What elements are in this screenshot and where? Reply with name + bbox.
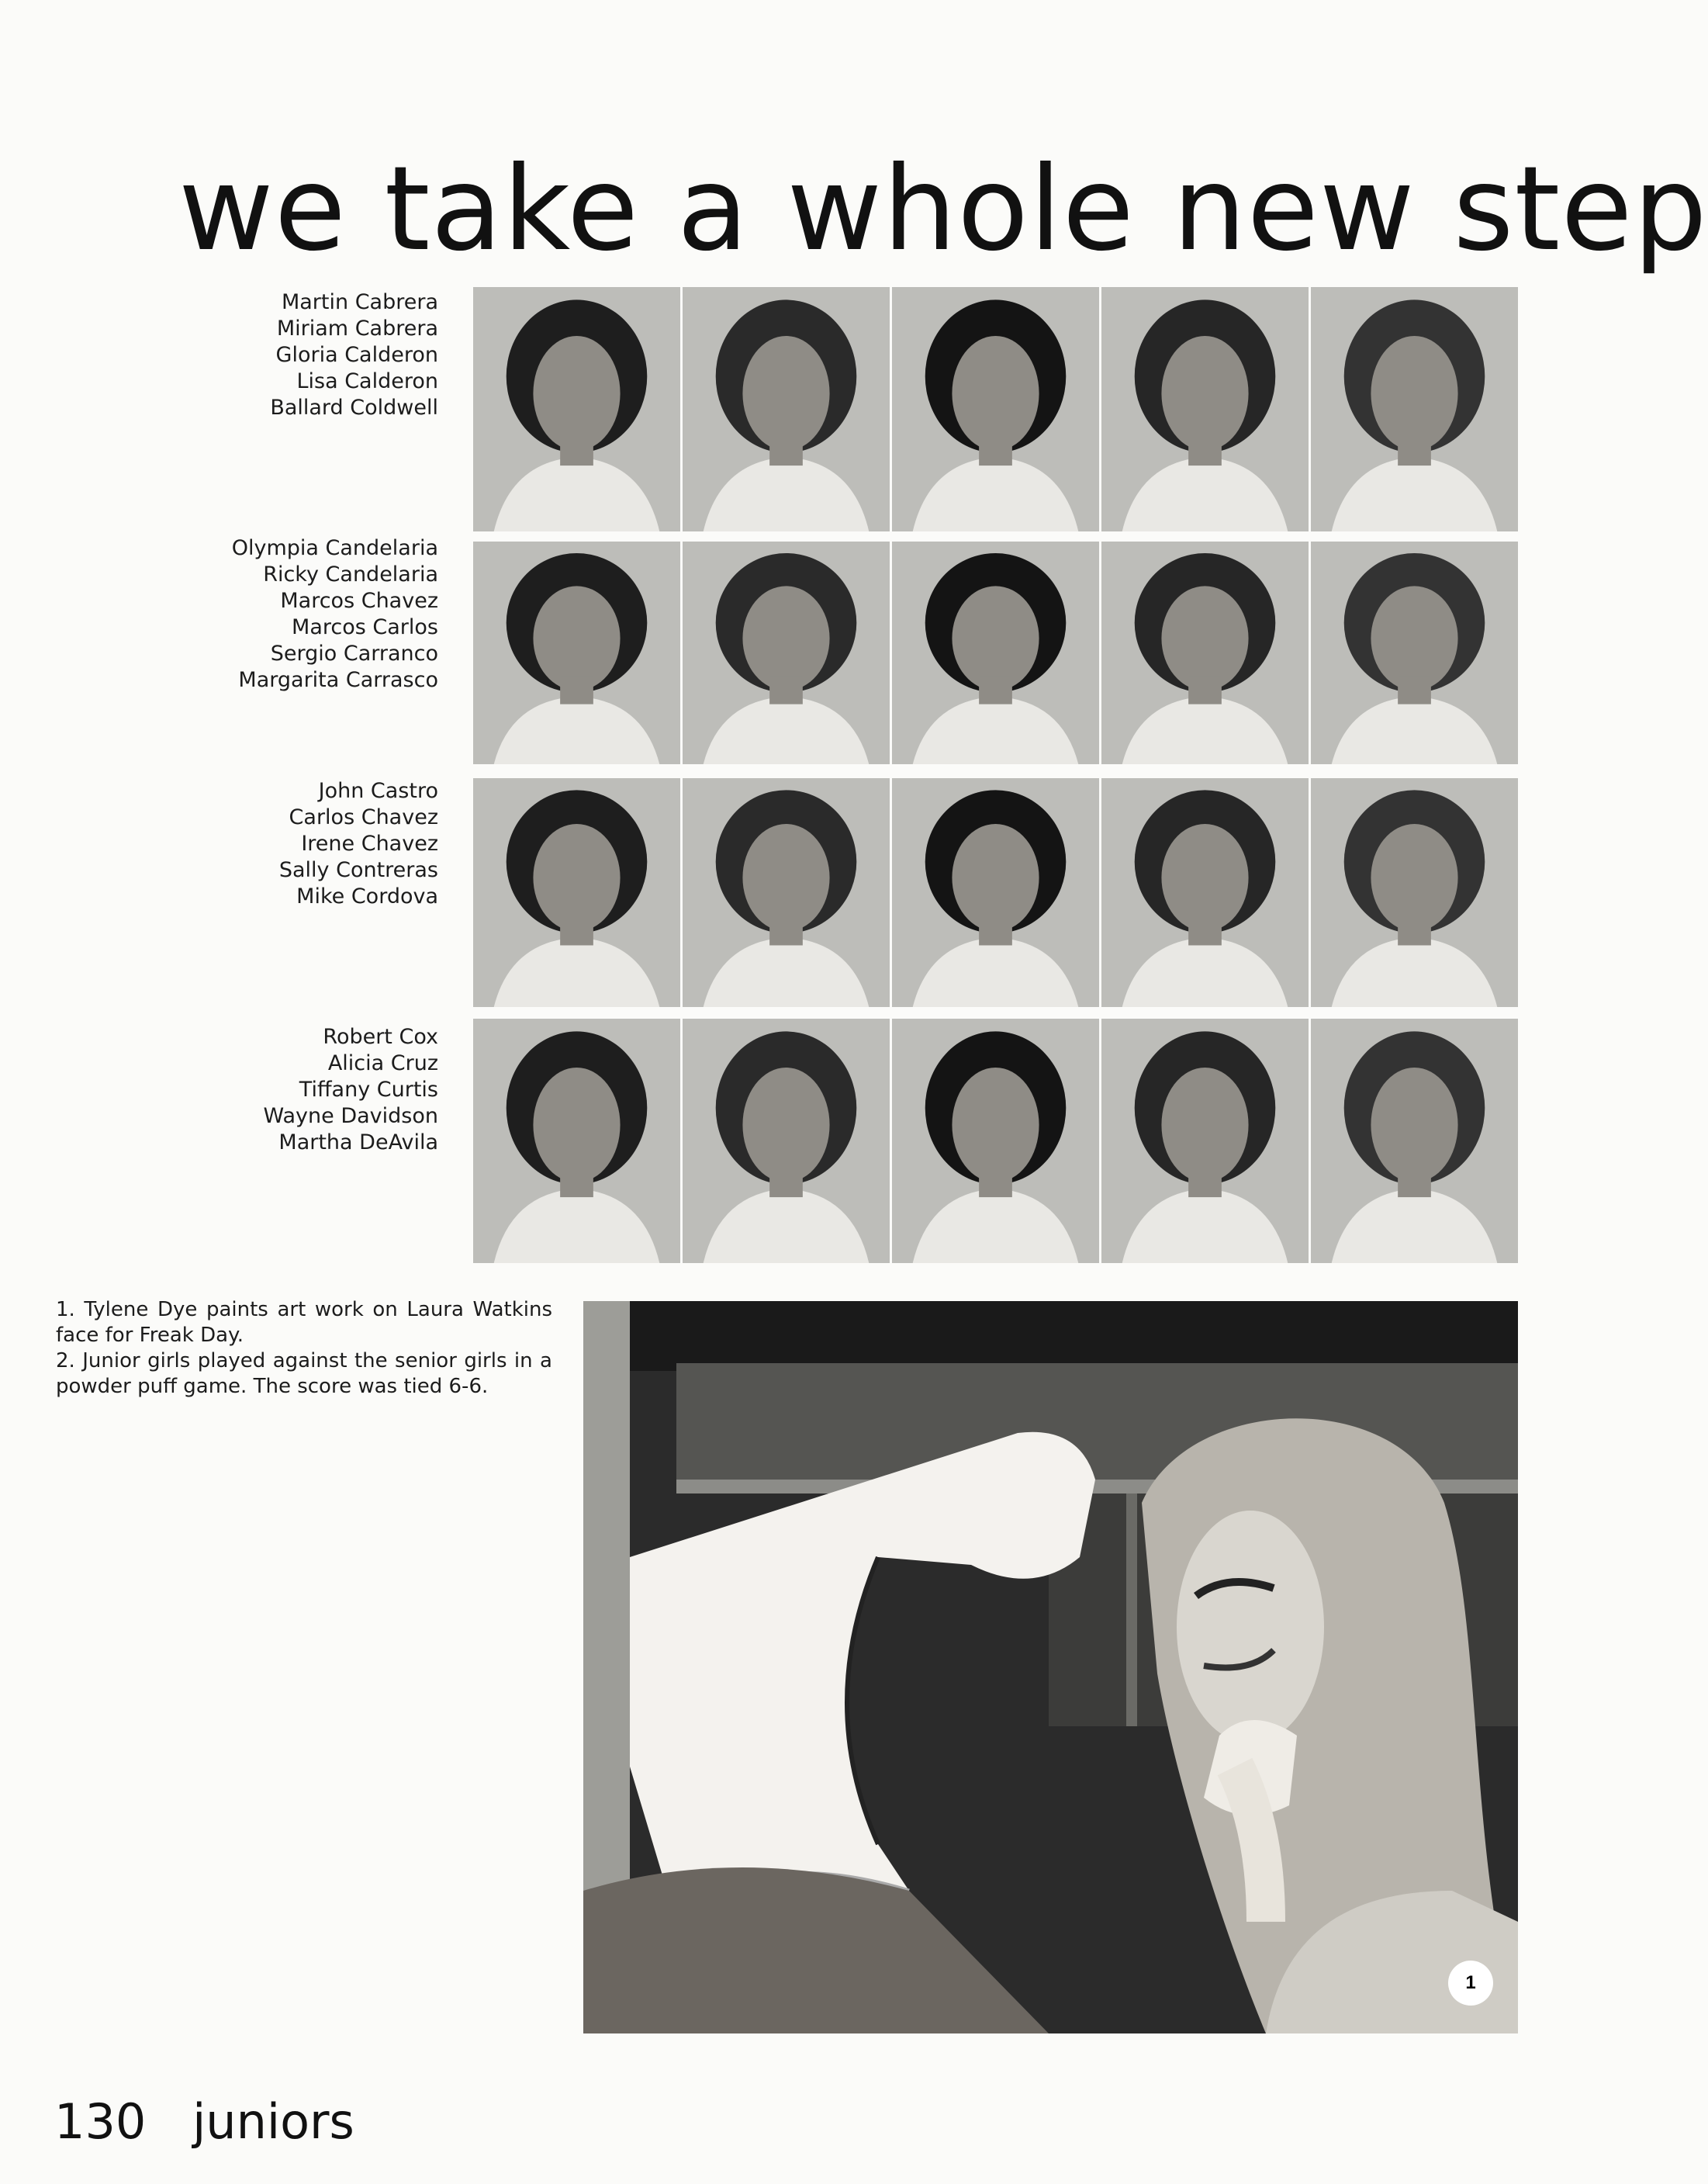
name-list — [155, 535, 438, 694]
section-label: juniors — [192, 2093, 354, 2150]
student-name: Tiffany Curtis — [299, 1078, 438, 1102]
student-name: Sally Contreras — [278, 858, 438, 882]
name-list — [155, 778, 438, 910]
student-name: Irene Chavez — [301, 832, 438, 856]
page-number: 130 — [54, 2093, 147, 2150]
student-name: Margarita Carrasco — [238, 668, 438, 692]
candid-photo-illustration — [583, 1301, 1518, 2033]
student-name: Wayne Davidson — [263, 1104, 438, 1128]
portrait-photo — [683, 1019, 890, 1263]
portrait-photo — [683, 287, 890, 531]
portrait-photo — [1311, 542, 1518, 764]
name-list — [155, 289, 438, 421]
portrait-photo — [892, 778, 1099, 1007]
portrait-photo — [473, 287, 680, 531]
candid-photo-face-painting — [583, 1301, 1518, 2033]
portrait-photo — [892, 542, 1099, 764]
student-name: Marcos Chavez — [280, 589, 438, 613]
portrait-photo — [892, 287, 1099, 531]
portrait-photo — [683, 542, 890, 764]
portrait-photo — [473, 778, 680, 1007]
student-name: Alicia Cruz — [327, 1051, 438, 1075]
portrait-row — [473, 1019, 1516, 1263]
student-name: Marcos Carlos — [292, 615, 438, 639]
portrait-photo — [1311, 287, 1518, 531]
student-name: John Castro — [318, 779, 438, 803]
student-name: Ricky Candelaria — [263, 562, 438, 587]
portrait-photo — [892, 1019, 1099, 1263]
student-name: Lisa Calderon — [296, 369, 438, 393]
portrait-photo — [1101, 542, 1309, 764]
student-name: Robert Cox — [323, 1025, 438, 1049]
page-headline: we take a whole new step — [178, 142, 1708, 277]
portrait-row — [473, 542, 1516, 764]
portrait-photo — [1311, 1019, 1518, 1263]
student-name: Martin Cabrera — [281, 290, 438, 314]
student-name: Ballard Coldwell — [270, 396, 438, 420]
student-name: Miriam Cabrera — [276, 317, 438, 341]
portrait-photo — [1101, 287, 1309, 531]
portrait-photo — [473, 542, 680, 764]
portrait-photo — [473, 1019, 680, 1263]
caption-2: 2. Junior girls played against the senior girls in a powder puff game. The score was tied 6-6. — [56, 1349, 552, 1398]
portrait-photo — [683, 778, 890, 1007]
student-name: Martha DeAvila — [278, 1130, 438, 1154]
photo-captions — [56, 1297, 552, 1400]
portrait-photo — [1101, 778, 1309, 1007]
portrait-photo — [1311, 778, 1518, 1007]
student-name: Gloria Calderon — [275, 343, 438, 367]
student-name: Sergio Carranco — [270, 642, 438, 666]
portrait-row — [473, 287, 1516, 531]
student-name: Olympia Candelaria — [231, 536, 438, 560]
page-folio — [54, 2095, 354, 2149]
caption-1: 1. Tylene Dye paints art work on Laura Watkins face for Freak Day. — [56, 1298, 552, 1347]
student-name: Carlos Chavez — [289, 805, 438, 829]
photo-number-badge: 1 — [1448, 1961, 1493, 2006]
name-list — [155, 1024, 438, 1156]
portrait-row — [473, 778, 1516, 1007]
portrait-photo — [1101, 1019, 1309, 1263]
student-name: Mike Cordova — [296, 884, 438, 909]
